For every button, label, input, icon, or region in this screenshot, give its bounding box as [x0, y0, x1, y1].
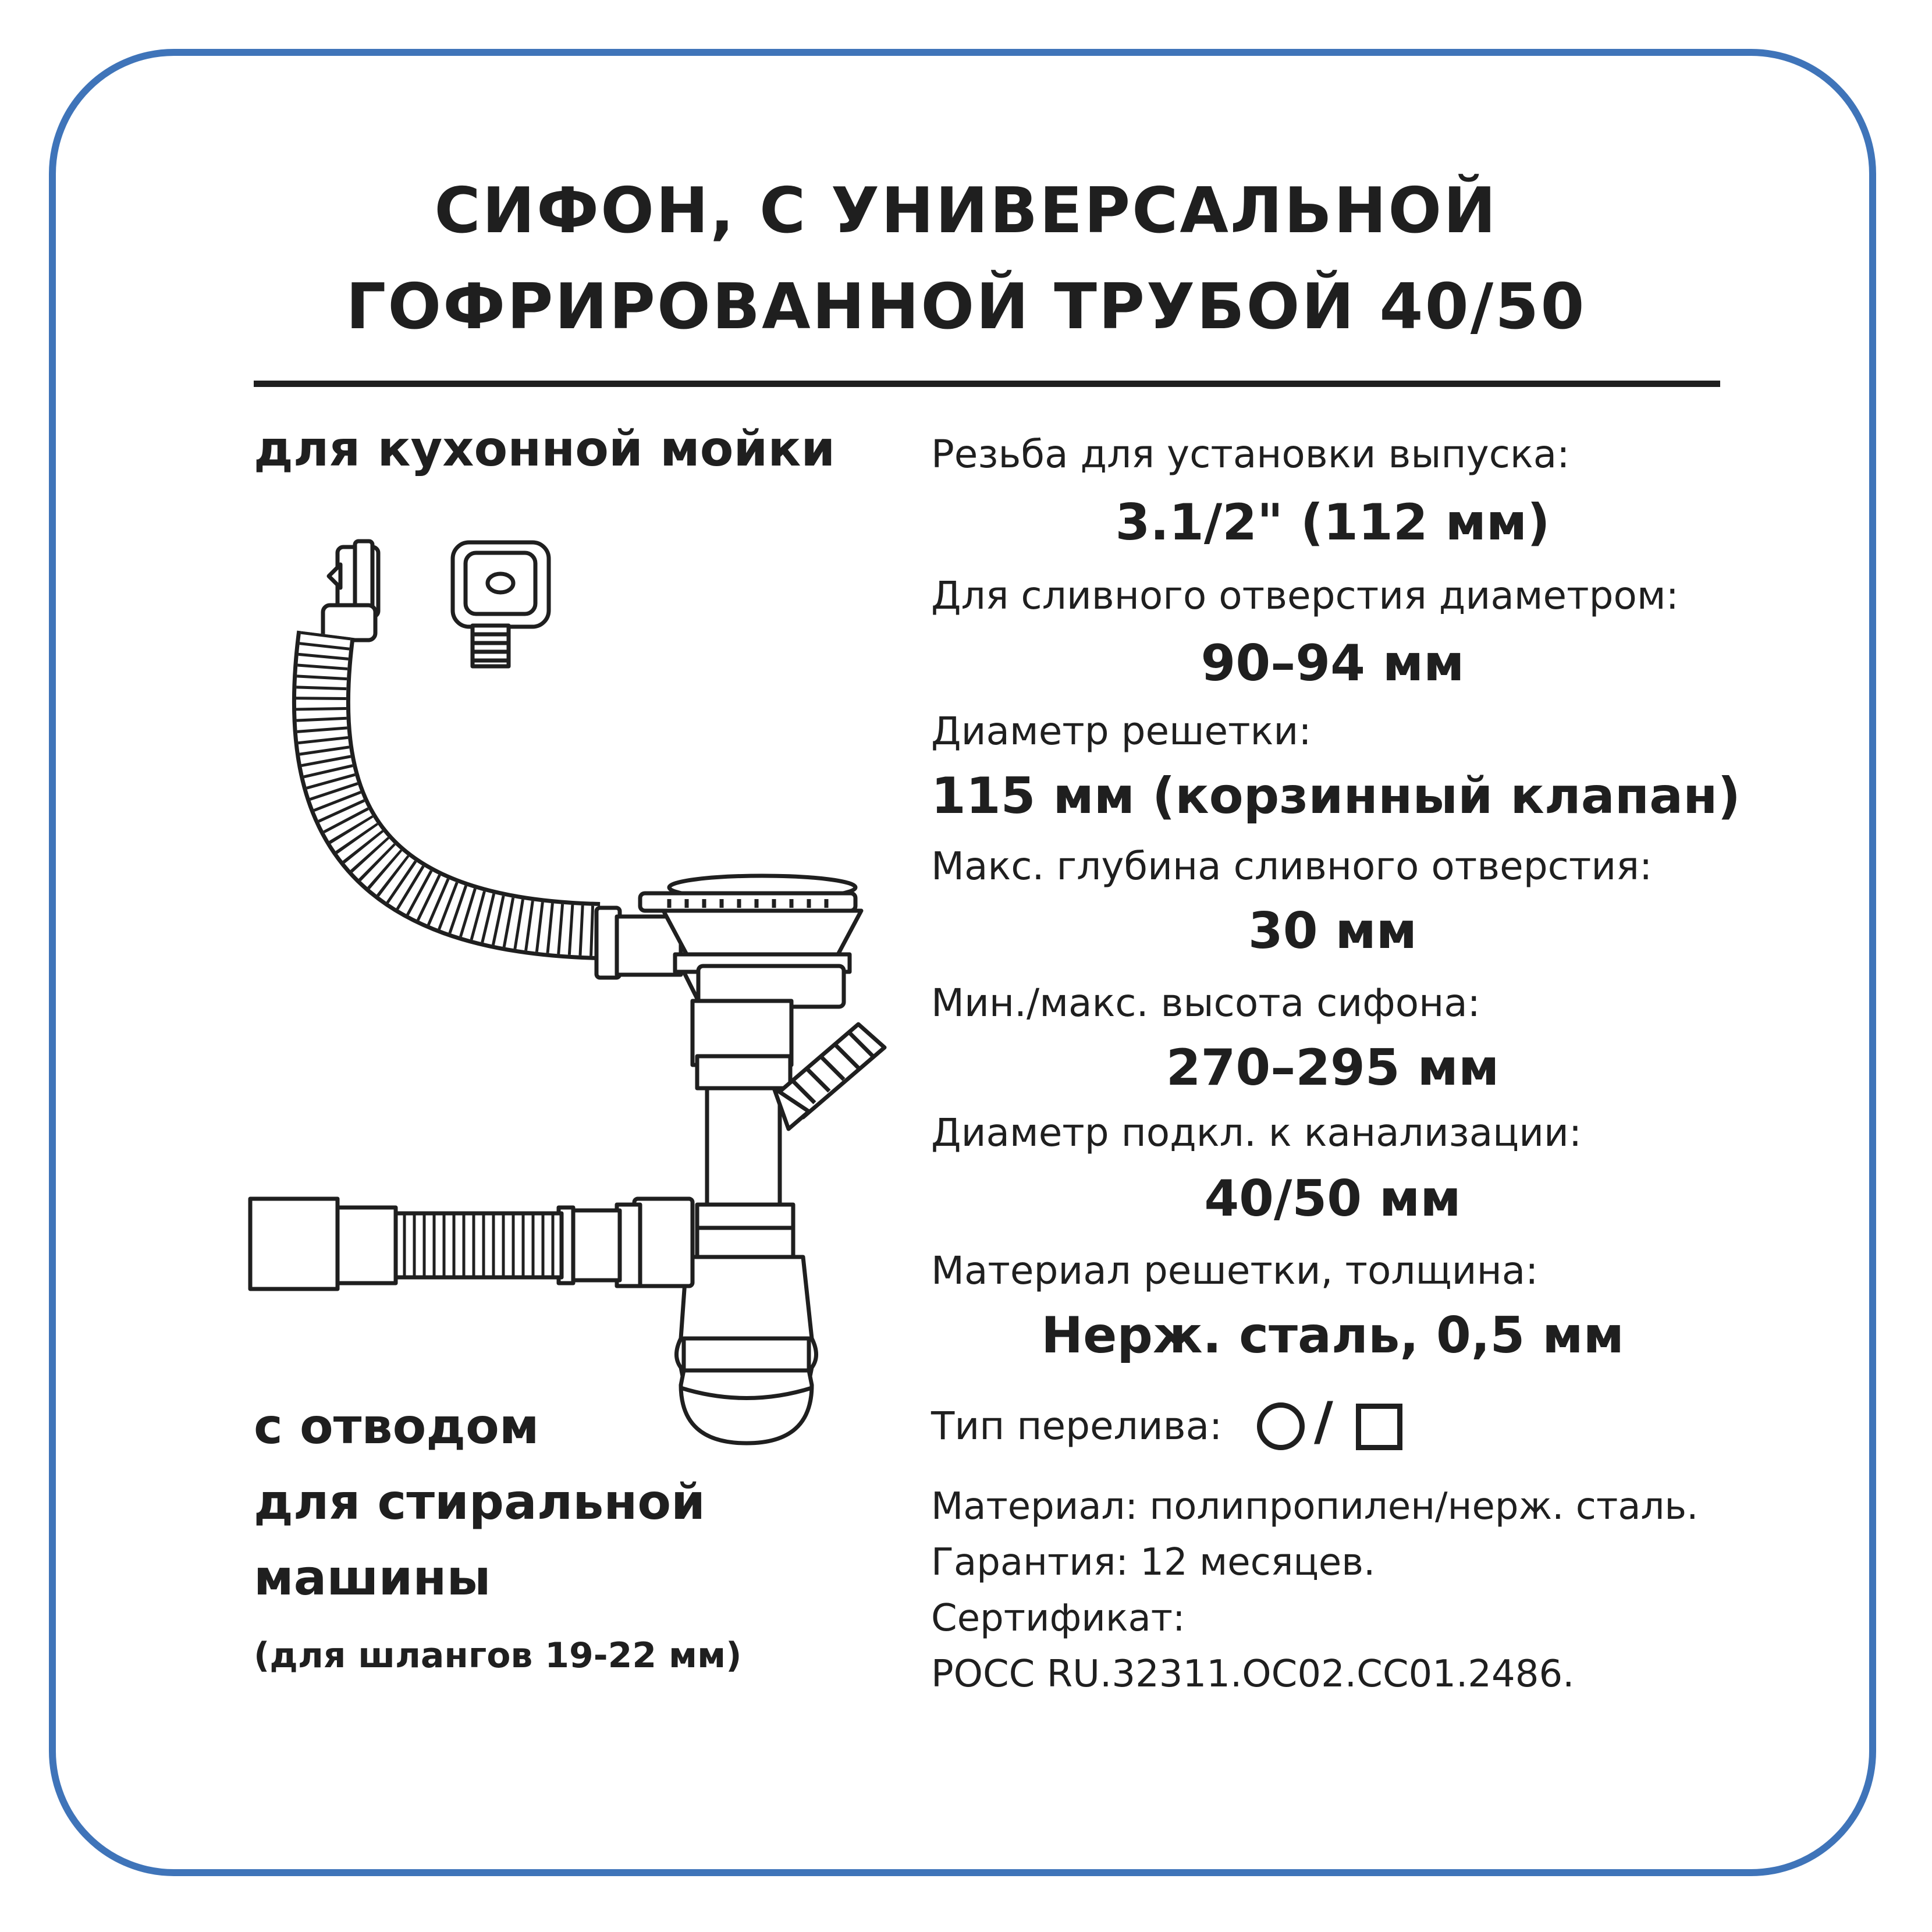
- overflow-separator: /: [1314, 1391, 1333, 1452]
- spec-label-drain-hole: Для сливного отверстия диаметром:: [931, 573, 1679, 618]
- circle-icon: [1257, 1402, 1305, 1450]
- spec-value-thread: 3.1/2" (112 мм): [1115, 493, 1550, 552]
- outlet-label-line-2: для стиральной: [254, 1473, 705, 1530]
- spec-label-grate-diameter: Диаметр решетки:: [931, 709, 1312, 754]
- spec-value-drain-hole: 90–94 мм: [1201, 634, 1465, 692]
- title-line-1: СИФОН, С УНИВЕРСАЛЬНОЙ: [434, 175, 1498, 247]
- spec-value-height: 270–295 мм: [1166, 1039, 1500, 1097]
- overflow-type-label: Тип перелива:: [931, 1404, 1223, 1448]
- spec-label-grate-material: Материал решетки, толщина:: [931, 1248, 1539, 1293]
- spec-label-sewer-diameter: Диаметр подкл. к канализации:: [931, 1110, 1582, 1155]
- certificate-number: РОСС RU.32311.ОС02.СС01.2486.: [931, 1653, 1575, 1696]
- spec-label-max-depth: Макс. глубина сливного отверстия:: [931, 844, 1653, 889]
- outlet-label-line-3: машины: [254, 1549, 491, 1606]
- hose-diameter-note: (для шлангов 19-22 мм): [254, 1635, 742, 1676]
- spec-value-grate-diameter: 115 мм (корзинный клапан): [931, 767, 1741, 825]
- spec-value-grate-material: Нерж. сталь, 0,5 мм: [1041, 1306, 1624, 1365]
- outlet-label-line-1: с отводом: [254, 1398, 539, 1455]
- material-line: Материал: полипропилен/нерж. сталь.: [931, 1485, 1699, 1528]
- corrugated-outlet-hose: [396, 1213, 562, 1277]
- spec-label-height: Мин./макс. высота сифона:: [931, 981, 1480, 1025]
- kitchen-sink-label: для кухонной мойки: [254, 420, 836, 477]
- overflow-fitting: [323, 541, 378, 640]
- overflow-square: [453, 542, 549, 666]
- warranty-line: Гарантия: 12 месяцев.: [931, 1541, 1376, 1584]
- title-line-2: ГОФРИРОВАННОЙ ТРУБОЙ 40/50: [346, 271, 1586, 343]
- spec-value-sewer-diameter: 40/50 мм: [1204, 1170, 1461, 1228]
- spec-value-max-depth: 30 мм: [1248, 902, 1418, 960]
- certificate-label: Сертификат:: [931, 1597, 1185, 1640]
- spec-label-thread: Резьба для установки выпуска:: [931, 432, 1570, 477]
- square-icon: [1356, 1404, 1402, 1450]
